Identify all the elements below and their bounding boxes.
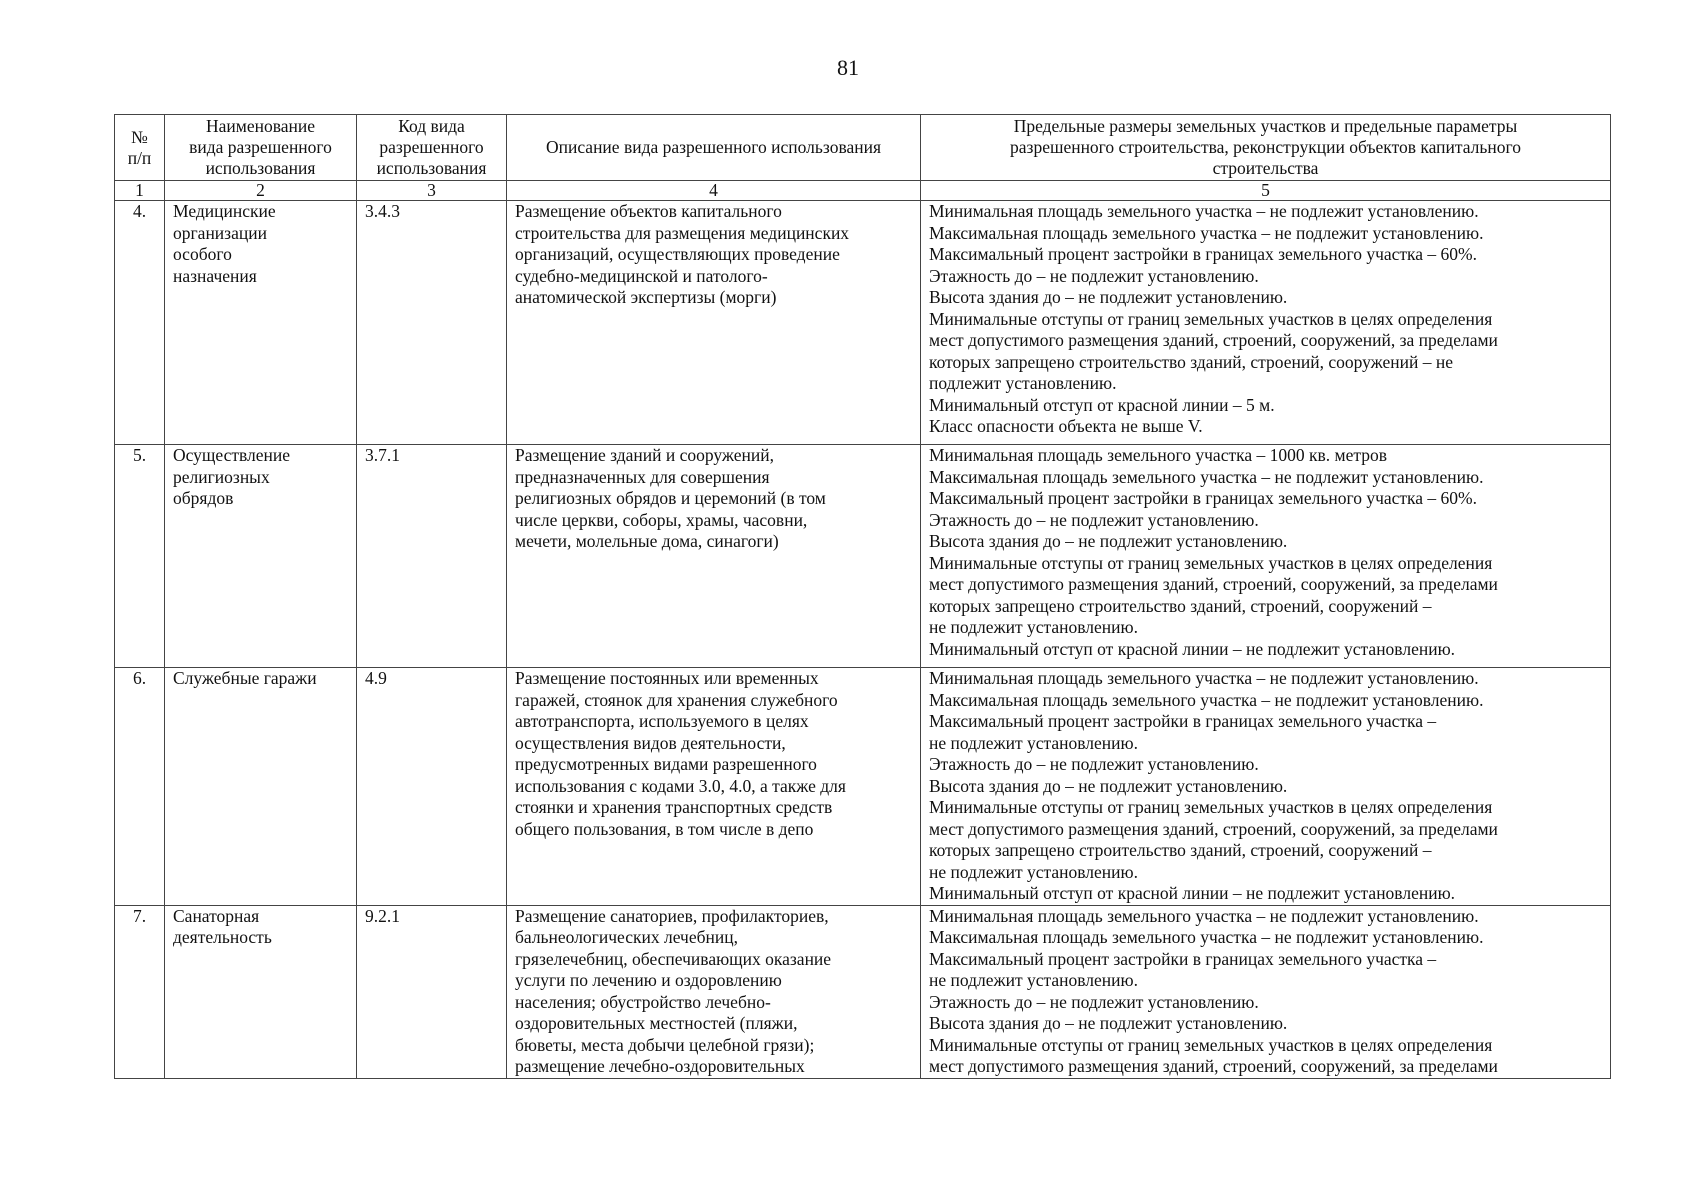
table-row bbox=[115, 668, 1611, 906]
row-number: 6. bbox=[115, 668, 165, 906]
table-row bbox=[115, 201, 1611, 445]
limit-parameters: Минимальная площадь земельного участка – не подлежит установлению. Максимальная площадь земельного участка – не подлежит установлению. Максимальный процент застройки в границах земельного участка – не подлежит установлению. Этажность до – не подлежит установлению. Высота здания до – не подлежит установлению. Минимальные отступы от границ земельных участков в целях определения мест допустимого размещения зданий, строений, сооружений, за пределами которых запрещено строительство зданий, строений, сооружений – не подлежит установлению. Минимальный отступ от красной линии – не подлежит установлению. bbox=[921, 668, 1611, 906]
limit-parameters: Минимальная площадь земельного участка – не подлежит установлению. Максимальная площадь земельного участка – не подлежит установлению. Максимальный процент застройки в границах земельного участка – 60%. Этажность до – не подлежит установлению. Высота здания до – не подлежит установлению. Минимальные отступы от границ земельных участков в целях определения мест допустимого размещения зданий, строений, сооружений, за пределами которых запрещено строительство зданий, строений, сооружений – не подлежит установлению. Минимальный отступ от красной линии – 5 м. Класс опасности объекта не выше V. bbox=[921, 201, 1611, 445]
table-row bbox=[115, 905, 1611, 1078]
use-name: Служебные гаражи bbox=[165, 668, 357, 906]
row-number: 4. bbox=[115, 201, 165, 445]
use-description: Размещение санаториев, профилакториев, бальнеологических лечебниц, грязелечебниц, обеспечивающих оказание услуги по лечению и оздоровлению населения; обустройство лечебно- оздоровительных местностей (пляжи, бюветы, места добычи целебной грязи); размещение лечебно-оздоровительных bbox=[507, 905, 921, 1078]
column-number-row bbox=[115, 181, 1611, 201]
use-name: Медицинские организации особого назначения bbox=[165, 201, 357, 445]
use-code: 4.9 bbox=[357, 668, 507, 906]
row-number: 7. bbox=[115, 905, 165, 1078]
use-name: Осуществление религиозных обрядов bbox=[165, 445, 357, 668]
use-code: 9.2.1 bbox=[357, 905, 507, 1078]
header-limit-parameters: Предельные размеры земельных участков и предельные параметры разрешенного строительства, реконструкции объектов капитального строительства bbox=[921, 115, 1611, 181]
limit-parameters: Минимальная площадь земельного участка – 1000 кв. метров Максимальная площадь земельного участка – не подлежит установлению. Максимальный процент застройки в границах земельного участка – 60%. Этажность до – не подлежит установлению. Высота здания до – не подлежит установлению. Минимальные отступы от границ земельных участков в целях определения мест допустимого размещения зданий, строений, сооружений, за пределами которых запрещено строительство зданий, строений, сооружений – не подлежит установлению. Минимальный отступ от красной линии – не подлежит установлению. bbox=[921, 445, 1611, 668]
header-use-name: Наименование вида разрешенного использования bbox=[165, 115, 357, 181]
land-use-table bbox=[114, 114, 1611, 1079]
column-number: 3 bbox=[357, 181, 507, 201]
header-number: № п/п bbox=[115, 115, 165, 181]
use-description: Размещение постоянных или временных гаражей, стоянок для хранения служебного автотранспорта, используемого в целях осуществления видов деятельности, предусмотренных видами разрешенного использования с кодами 3.0, 4.0, а также для стоянки и хранения транспортных средств общего пользования, в том числе в депо bbox=[507, 668, 921, 906]
use-description: Размещение зданий и сооружений, предназначенных для совершения религиозных обрядов и церемоний (в том числе церкви, соборы, храмы, часовни, мечети, молельные дома, синагоги) bbox=[507, 445, 921, 668]
row-number: 5. bbox=[115, 445, 165, 668]
column-number: 4 bbox=[507, 181, 921, 201]
header-use-description: Описание вида разрешенного использования bbox=[507, 115, 921, 181]
use-code: 3.7.1 bbox=[357, 445, 507, 668]
column-number: 5 bbox=[921, 181, 1611, 201]
use-code: 3.4.3 bbox=[357, 201, 507, 445]
limit-parameters: Минимальная площадь земельного участка – не подлежит установлению. Максимальная площадь земельного участка – не подлежит установлению. Максимальный процент застройки в границах земельного участка – не подлежит установлению. Этажность до – не подлежит установлению. Высота здания до – не подлежит установлению. Минимальные отступы от границ земельных участков в целях определения мест допустимого размещения зданий, строений, сооружений, за пределами bbox=[921, 905, 1611, 1078]
column-number: 1 bbox=[115, 181, 165, 201]
column-number: 2 bbox=[165, 181, 357, 201]
use-name: Санаторная деятельность bbox=[165, 905, 357, 1078]
table-header-row bbox=[115, 115, 1611, 181]
header-use-code: Код вида разрешенного использования bbox=[357, 115, 507, 181]
table-row bbox=[115, 445, 1611, 668]
use-description: Размещение объектов капитального строительства для размещения медицинских организаций, осуществляющих проведение судебно-медицинской и патолого- анатомической экспертизы (морги) bbox=[507, 201, 921, 445]
page-number: 81 bbox=[837, 55, 859, 80]
